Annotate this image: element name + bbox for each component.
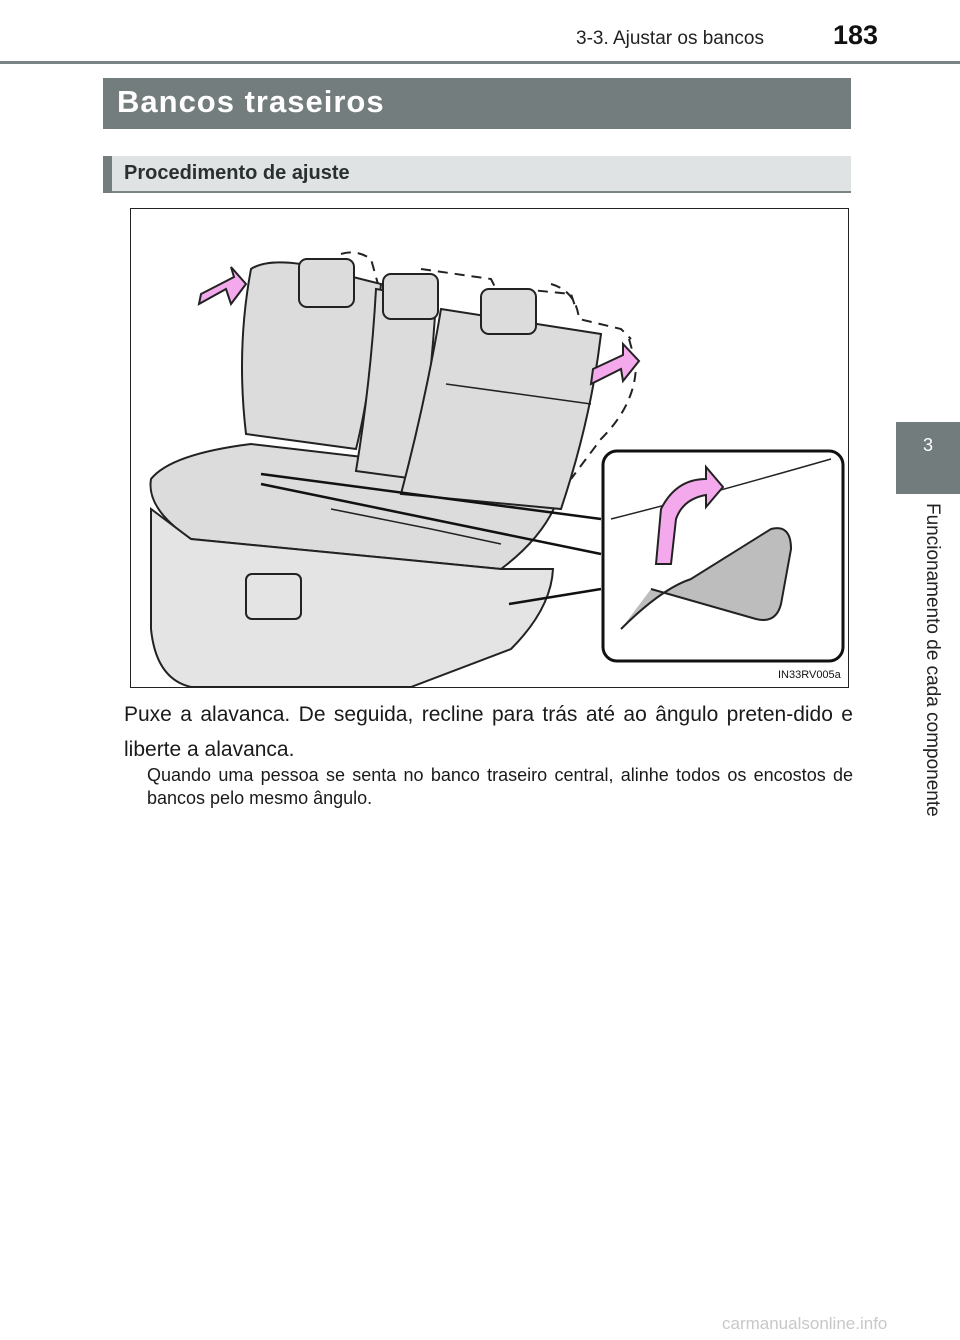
headrest-center (383, 274, 438, 319)
rear-seat-illustration (130, 208, 849, 688)
subsection-banner (103, 156, 851, 193)
headrest-left (299, 259, 354, 307)
running-head: 3-3. Ajustar os bancos (576, 28, 764, 49)
base-recess (246, 574, 301, 619)
subsection-accent-bar (103, 156, 112, 193)
header-rule (0, 61, 960, 64)
headrest-right (481, 289, 536, 334)
instruction-text: Puxe a alavanca. De seguida, recline para trás até ao ângulo preten-dido e liberte a alavanca. (124, 703, 853, 761)
chapter-tab: 3 (896, 422, 960, 494)
section-banner (103, 78, 851, 129)
watermark: carmanualsonline.info (722, 1314, 888, 1333)
lever-detail-inset (603, 451, 843, 661)
figure-code: IN33RV005a (778, 669, 841, 681)
subsection-title: Procedimento de ajuste (124, 162, 350, 184)
note-text: Quando uma pessoa se senta no banco traseiro central, alinhe todos os encostos de bancos pelo mesmo ângulo. (147, 765, 853, 808)
chapter-title: Funcionamento de cada componente (922, 503, 943, 817)
seat-drawing (131, 209, 848, 687)
page-number: 183 (833, 20, 879, 50)
section-title: Bancos traseiros (117, 84, 385, 119)
recline-arrow-left (199, 267, 246, 304)
